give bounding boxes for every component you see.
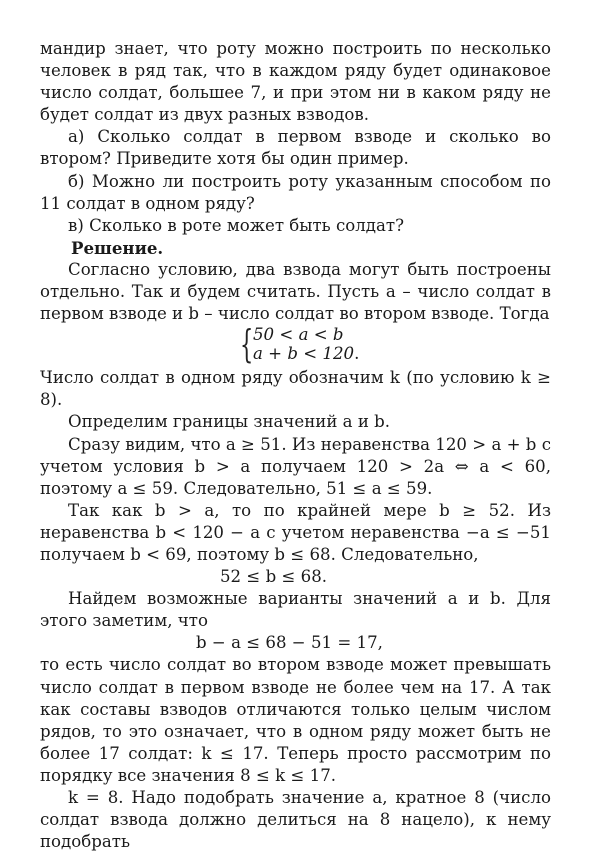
solution-paragraph-7: то есть число солдат во втором взводе может превышать число солдат в первом взводе не более чем на 17. А так как составы взводов отличаются только целым числом рядов, то это означает, что в одном ряду может быть не более 17 солдат: k ≤ 17. Теперь просто рассмотрим по порядку все значения 8 ≤ k ≤ 17. <box>40 655 551 785</box>
formula-difference: b − a ≤ 68 − 51 = 17, <box>196 633 383 653</box>
solution-heading: Решение. <box>71 237 164 258</box>
question-a: а) Сколько солдат в первом взводе и сколько во втором? Приведите хотя бы один пример. <box>40 127 551 169</box>
solution-paragraph-5: Так как b > a, то по крайней мере b ≥ 52. Из неравенства b < 120 − a с учетом неравенства −a ≤ −51 получаем b < 69, поэтому b ≤ 68. Следовательно, <box>40 500 551 564</box>
solution-paragraph-6: Найдем возможные варианты значений a и b. Для этого заметим, что <box>40 589 551 631</box>
system-row-2-text: a + b < 120 <box>253 344 355 364</box>
solution-paragraph-8: k = 8. Надо подобрать значение a, кратное 8 (число солдат взвода должно делиться на 8 нацело), к нему подобрать <box>40 788 551 852</box>
inequality-system <box>40 322 551 367</box>
solution-paragraph-3: Определим границы значений a и b. <box>68 412 391 432</box>
question-v: в) Сколько в роте может быть солдат? <box>68 215 404 235</box>
question-b: б) Можно ли построить роту указанным способом по 11 солдат в одном ряду? <box>40 171 551 213</box>
system-period: . <box>354 344 360 364</box>
system-brace: { <box>240 322 254 367</box>
system-row-1: 50 < a < b <box>253 325 344 345</box>
problem-text-continuation: мандир знает, что роту можно построить по несколько человек в ряд так, что в каждом ряду будет одинаковое число солдат, большее 7, и при этом ни в каком ряду не будет солдат из двух разных взводов. <box>40 39 551 125</box>
solution-paragraph-2: Число солдат в одном ряду обозначим k (по условию k ≥ 8). <box>40 368 551 410</box>
solution-paragraph-4: Сразу видим, что a ≥ 51. Из неравенства 120 > a + b с учетом условия b > a получаем 120 > 2a ⇔ a < 60, поэтому a ≤ 59. Следовательно, 51 ≤ a ≤ 59. <box>40 434 551 498</box>
formula-b-range: 52 ≤ b ≤ 68. <box>220 567 328 587</box>
solution-paragraph-1: Согласно условию, два взвода могут быть построены отдельно. Так и будем считать. Пусть a – число солдат в первом взводе и b – число солдат во втором взводе. Тогда <box>40 259 551 324</box>
system-row-2 <box>253 344 551 363</box>
